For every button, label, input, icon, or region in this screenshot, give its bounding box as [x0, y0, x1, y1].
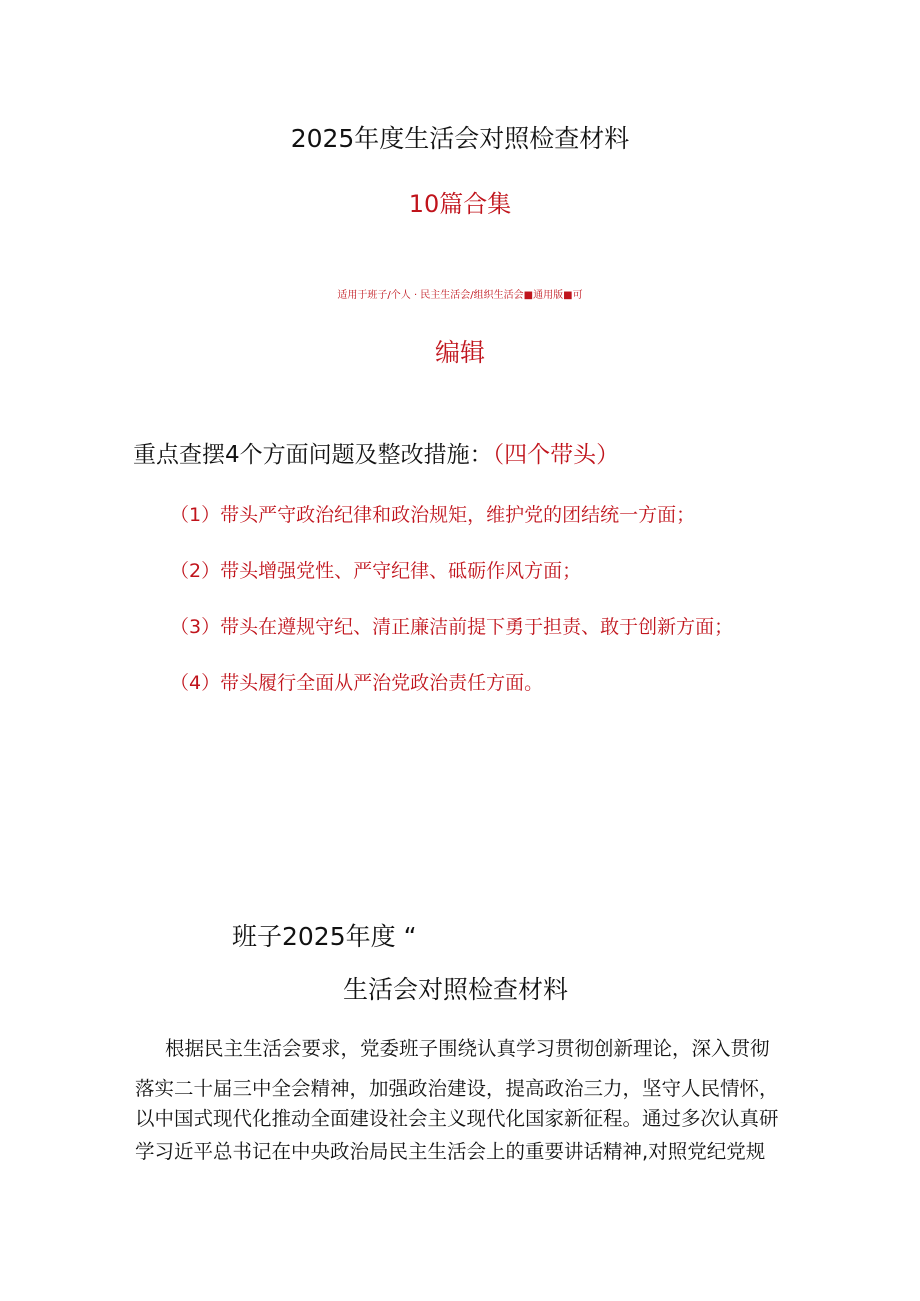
paragraph-line: 以中国式现代化推动全面建设社会主义现代化国家新征程。通过多次认真研	[135, 1107, 779, 1130]
document-title: 2025年度生活会对照检查材料	[290, 124, 630, 153]
paragraph-line: 学习近平总书记在中央政治局民主生活会上的重要讲话精神,对照党纪党规	[135, 1140, 766, 1163]
paragraph-line: 落实二十届三中全会精神，加强政治建设，提高政治三力，坚守人民情怀，	[135, 1077, 779, 1100]
focus-heading	[133, 436, 619, 469]
paragraph-line: 根据民主生活会要求，党委班子围绕认真学习贯彻创新理论，深入贯彻	[165, 1037, 770, 1060]
applicable-scope-line-2: 编辑	[434, 338, 485, 367]
section-title-line-1: 班子2025年度 “	[232, 922, 417, 951]
focus-point: （2）带头增强党性、严守纪律、砥砺作风方面；	[170, 560, 582, 582]
focus-point: （1）带头严守政治纪律和政治规矩，维护党的团结统一方面；	[170, 504, 696, 526]
document-subtitle: 10篇合集	[408, 190, 512, 218]
focus-point: （3）带头在遵规守纪、清正廉洁前提下勇于担责、敢于创新方面；	[170, 616, 734, 638]
section-title-line-2: 生活会对照检查材料	[343, 975, 569, 1004]
focus-heading-tag: （四个带头）	[492, 442, 620, 468]
focus-heading-text: 重点查摆4个方面问题及整改措施：	[133, 442, 493, 468]
applicable-scope-line-1: 适用于班子/个人 · 民主生活会/组织生活会■通用版■可	[337, 290, 583, 301]
focus-point: （4）带头履行全面从严治党政治责任方面。	[170, 672, 544, 694]
